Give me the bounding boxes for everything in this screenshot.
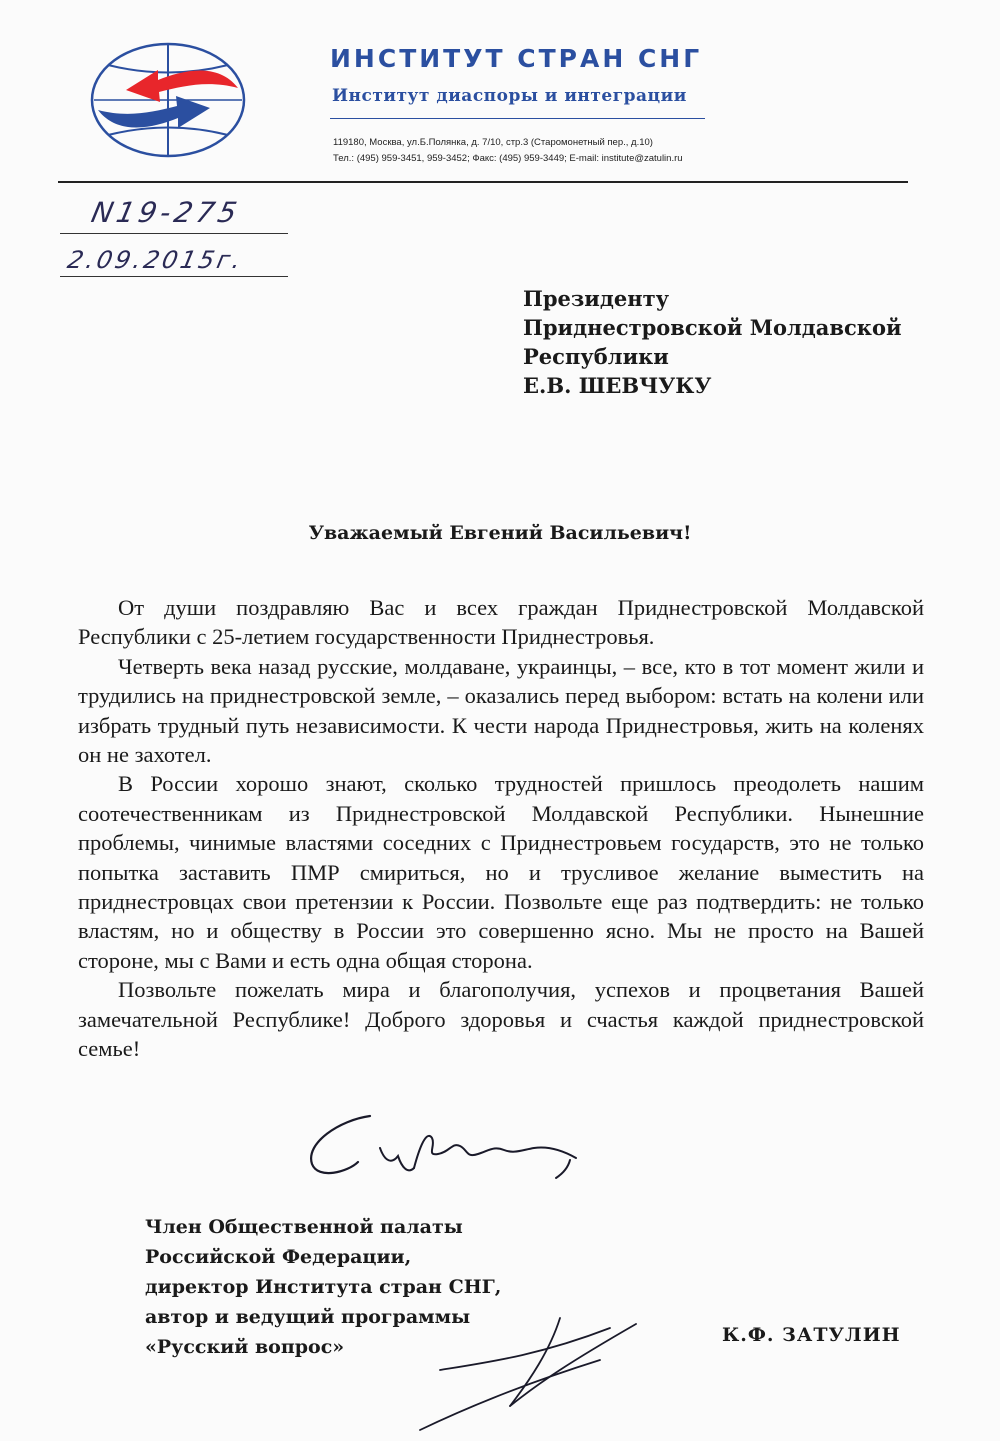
addressee-line: Республики	[523, 344, 669, 369]
reference-date: 2.09.2015г.	[65, 246, 247, 274]
addressee-block	[523, 284, 902, 400]
body-paragraph: Четверть века назад русские, молдаване, украинцы, – все, кто в тот момент жили и трудились на приднестровской земле, – оказались перед выбором: встать на колени или избрать трудный путь независимости. К чести народа Приднестровья, жить на коленях он не захотел.	[78, 653, 924, 768]
org-contacts: Тел.: (495) 959-3451, 959-3452; Факс: (495) 959-3449; E-mail: institute@zatulin.ru	[333, 153, 683, 164]
body-paragraph: В России хорошо знают, сколько трудностей пришлось преодолеть нашим соотечественникам из Приднестровской Молдавской Республики. Нынешние проблемы, чинимые властями соседних с Приднестровьем государств, это не только попытка заставить ПМР смириться, но и трусливое желание выместить на приднестровцах свои претензии к России. Позвольте еще раз подтвердить: не только властям, но и обществу в России это совершенно ясно. Мы не просто на Вашей стороне, мы с Вами и есть одна общая сторона.	[78, 771, 924, 973]
signer-title-line: «Русский вопрос»	[145, 1336, 345, 1358]
org-subtitle: Институт диаспоры и интеграции	[332, 86, 687, 106]
addressee-name: Е.В. ШЕВЧУКУ	[523, 373, 712, 398]
signer-name: К.Ф. ЗАТУЛИН	[722, 1324, 901, 1346]
reference-underline	[60, 276, 288, 277]
org-address: 119180, Москва, ул.Б.Полянка, д. 7/10, стр.3 (Старомонетный пер., д.10)	[333, 137, 653, 148]
body-paragraph: От души поздравляю Вас и всех граждан Приднестровской Молдавской Республики с 25-летием государственности Приднестровья.	[78, 595, 924, 650]
letterhead-divider	[58, 181, 908, 183]
addressee-line: Президенту	[523, 286, 670, 311]
reference-underline	[60, 233, 288, 234]
org-name: ИНСТИТУТ СТРАН СНГ	[330, 44, 703, 73]
body-paragraph: Позвольте пожелать мира и благополучия, успехов и процветания Вашей замечательной Республике! Доброго здоровья и счастья каждой приднестровской семье!	[78, 977, 924, 1062]
org-divider	[330, 118, 705, 119]
addressee-line: Приднестровской Молдавской	[523, 315, 902, 340]
handwritten-signature	[410, 1310, 650, 1435]
signer-title-line: Член Общественной палаты	[145, 1216, 463, 1238]
letter-body	[78, 593, 924, 1064]
salutation: Уважаемый Евгений Васильевич!	[308, 522, 692, 544]
handwritten-closing-signature	[300, 1098, 600, 1188]
globe-arrows-logo-icon	[88, 40, 248, 160]
signer-title-line: автор и ведущий программы	[145, 1306, 471, 1328]
signer-title-line: Российской Федерации,	[145, 1246, 412, 1268]
reference-number: N19-275	[88, 196, 244, 229]
signer-title-line: директор Института стран СНГ,	[145, 1276, 502, 1298]
